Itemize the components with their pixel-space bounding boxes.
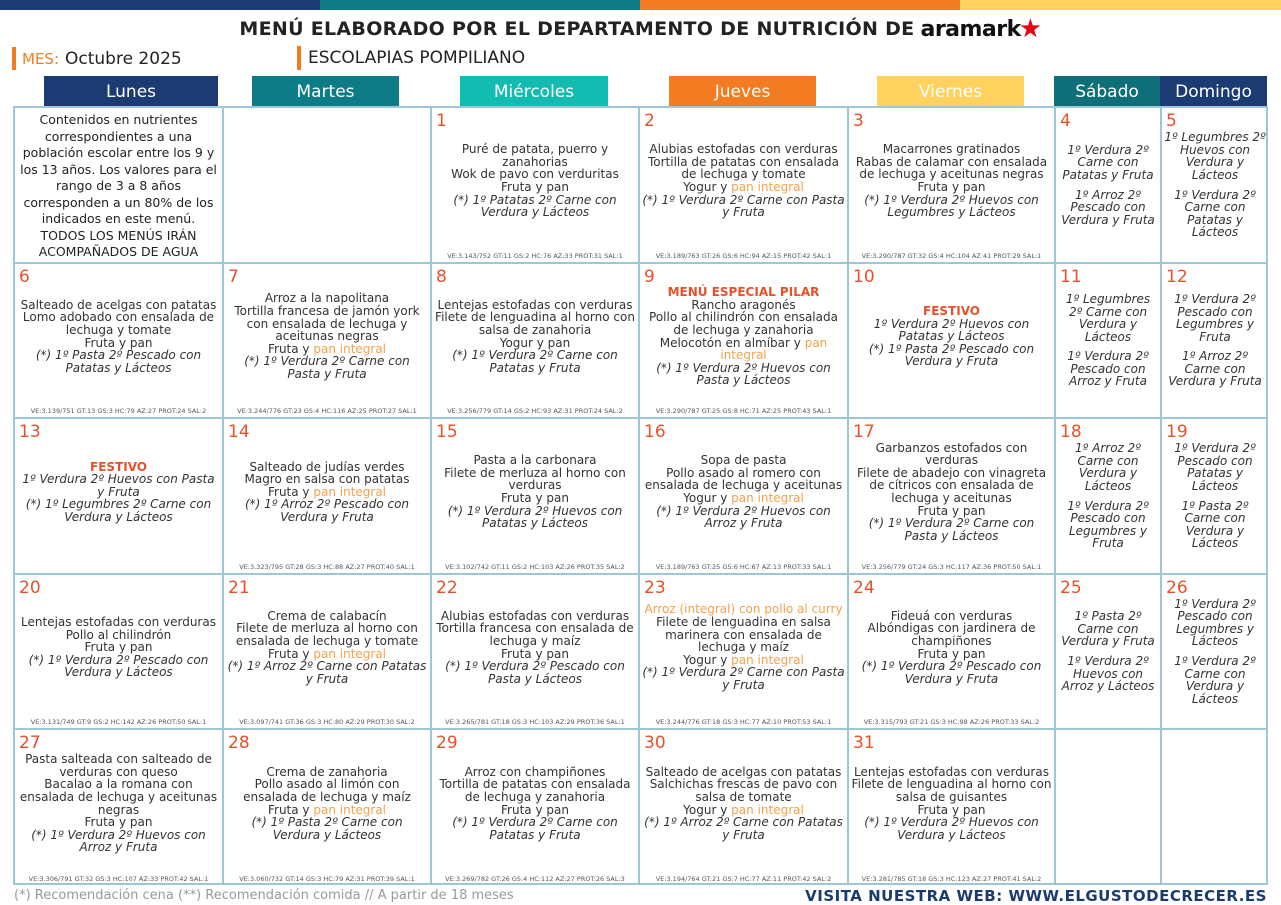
second-course: Salchichas frescas de pavo con salsa de tomate bbox=[649, 777, 838, 804]
day-number: 19 bbox=[1166, 422, 1188, 442]
day-number: 17 bbox=[853, 422, 875, 442]
month-field bbox=[12, 47, 284, 70]
day-number: 4 bbox=[1060, 111, 1071, 131]
dinner-recommendation: (*) 1º Verdura 2º Pescado con Verdura y Lácteos bbox=[28, 652, 209, 680]
dessert: Fruta y pan bbox=[84, 815, 153, 830]
first-course: Pasta a la carbonara bbox=[473, 453, 597, 468]
weekend-cell-11 bbox=[1056, 264, 1162, 419]
nutrition-info: VE:3.139/751 GT:13 GS:3 HC:79 AZ:27 PROT:24 SAL:2 bbox=[30, 407, 207, 415]
day-number: 20 bbox=[19, 578, 41, 598]
day-cell-14 bbox=[224, 419, 432, 575]
day-cell-10 bbox=[849, 264, 1056, 419]
website-link[interactable]: VISITA NUESTRA WEB: WWW.ELGUSTODECRECER.ES bbox=[805, 887, 1267, 905]
day-cell-6 bbox=[15, 264, 224, 419]
aramark-logo bbox=[920, 14, 1041, 44]
weekend-cell-4 bbox=[1056, 108, 1162, 264]
day-cell-16 bbox=[640, 419, 849, 575]
nutrition-info: VE:3.244/776 GT:23 GS:4 HC:116 AZ:25 PROT:27 SAL:1 bbox=[237, 407, 417, 415]
header-lunes: Lunes bbox=[44, 76, 218, 107]
day-number: 1 bbox=[436, 111, 447, 131]
day-number: 25 bbox=[1060, 578, 1082, 598]
dessert: Fruta y pan bbox=[917, 503, 986, 518]
day-number: 28 bbox=[228, 733, 250, 753]
dinner-recommendation: (*) 1º Verdura 2º Carne con Pasta y Fruta bbox=[244, 354, 410, 381]
dessert: Fruta y pan bbox=[501, 646, 569, 661]
day-cell-17 bbox=[849, 419, 1056, 575]
stripe-teal bbox=[320, 0, 640, 10]
day-cell-9 bbox=[640, 264, 849, 419]
top-color-stripe bbox=[0, 0, 1281, 10]
title-text: MENÚ ELABORADO POR EL DEPARTAMENTO DE NUTRICIÓN DE bbox=[239, 18, 915, 40]
day-cell-21 bbox=[224, 575, 432, 730]
dessert: Yogur y pan integral bbox=[683, 802, 804, 817]
first-course: Lentejas estofadas con verduras bbox=[437, 297, 633, 312]
nutrition-info: VE:3.256/779 GT:24 GS:3 HC:117 AZ:36 PROT:50 SAL:1 bbox=[861, 563, 1042, 571]
dessert: Fruta y pan bbox=[917, 180, 986, 194]
nutrition-info: VE:3.269/782 GT:26 GS:4 HC:112 AZ:27 PROT:26 SAL:3 bbox=[445, 875, 625, 883]
day-number: 16 bbox=[644, 422, 666, 442]
day-cell-29 bbox=[432, 730, 640, 885]
dessert: Fruta y pan bbox=[501, 802, 569, 817]
day-number: 10 bbox=[853, 267, 875, 287]
first-course: Crema de zanahoria bbox=[266, 764, 388, 779]
dessert: Fruta y pan bbox=[917, 802, 986, 817]
dessert: Yogur y pan integral bbox=[683, 652, 804, 667]
first-course: Rancho aragonés bbox=[691, 297, 796, 312]
header-viernes: Viernes bbox=[877, 76, 1024, 107]
day-number: 2 bbox=[644, 111, 655, 131]
day-cell-8 bbox=[432, 264, 640, 419]
dessert: Fruta y pan bbox=[501, 491, 569, 505]
empty-cell bbox=[1162, 730, 1268, 885]
lunch-recommendation: 1º Verdura 2º Huevos con Pasta y Fruta bbox=[22, 472, 215, 499]
dinner-recommendation: (*) 1º Pasta 2º Carne con Verdura y Lácteos bbox=[251, 815, 403, 842]
dinner-recommendation: (*) 1º Legumbres 2º Carne con Verdura y Lácteos bbox=[25, 497, 212, 524]
first-course: Lentejas estofadas con verduras bbox=[21, 615, 216, 630]
lunch-recommendation: 1º Verdura 2º Huevos con Patatas y Lácteos bbox=[873, 316, 1030, 344]
day-number: 12 bbox=[1166, 267, 1188, 287]
first-course: Salteado de judías verdes bbox=[249, 459, 405, 474]
dessert: Fruta y pan integral bbox=[267, 484, 387, 499]
second-course: Filete de merluza al horno con ensalada de lechuga y tomate bbox=[235, 621, 419, 648]
dinner-option: 1º Verdura 2º Carne con Patatas y Lácteos bbox=[1174, 187, 1256, 240]
first-course: Lentejas estofadas con verduras bbox=[854, 764, 1049, 779]
stripe-orange bbox=[640, 0, 960, 10]
day-cell-20 bbox=[15, 575, 224, 730]
nutrition-info: VE:3.097/741 GT:36 GS:3 HC:80 AZ:29 PROT:30 SAL:2 bbox=[239, 718, 415, 726]
dessert: Yogur y pan bbox=[499, 335, 571, 350]
dessert: Fruta y pan bbox=[84, 640, 153, 655]
holiday-label: FESTIVO bbox=[90, 459, 147, 474]
day-number: 23 bbox=[644, 578, 666, 598]
second-course: Lomo adobado con ensalada de lechuga y tomate bbox=[22, 310, 215, 337]
nutrition-info: VE:3.265/781 GT:18 GS:3 HC:103 AZ:29 PROT:36 SAL:1 bbox=[445, 718, 625, 726]
first-course: Puré de patata, puerro y zanahorias bbox=[461, 142, 609, 169]
dinner-recommendation: (*) 1º Verdura 2º Pescado con Verdura y Fruta bbox=[861, 659, 1042, 686]
first-course: Arroz (integral) con pollo al curry bbox=[644, 602, 843, 617]
day-cell-1 bbox=[432, 108, 640, 264]
dessert: Fruta y pan bbox=[917, 646, 986, 661]
dinner-option: 1º Verdura 2º Huevos con Arroz y Lácteos bbox=[1061, 654, 1155, 694]
lunch-option: 1º Legumbres 2º Huevos con Verdura y Lácteos bbox=[1164, 130, 1266, 182]
dinner-recommendation: (*) 1º Verdura 2º Huevos con Patatas y Lácteos bbox=[447, 503, 623, 531]
second-course: Filete de lenguadina en salsa marinera con ensalada de lechuga y maíz bbox=[656, 615, 831, 655]
dinner-recommendation: (*) 1º Arroz 2º Carne con Patatas y Fruta bbox=[644, 815, 843, 842]
dinner-recommendation: (*) 1º Verdura 2º Pescado con Pasta y Lácteos bbox=[445, 659, 625, 686]
nutrition-info: VE:3.131/749 GT:9 GS:2 HC:142 AZ:26 PROT:50 SAL:1 bbox=[30, 718, 207, 726]
stripe-navy bbox=[0, 0, 320, 10]
second-course: Pollo al chilindrón con ensalada de lechuga y zanahoria bbox=[649, 310, 838, 337]
logo-star-icon: ★ bbox=[1018, 14, 1042, 44]
dinner-recommendation: (*) 1º Patatas 2º Carne con Verdura y Lácteos bbox=[453, 192, 617, 220]
dinner-recommendation: (*) 1º Verdura 2º Carne con Patatas y Fruta bbox=[452, 815, 618, 842]
weekend-cell-12 bbox=[1162, 264, 1268, 419]
lunch-option: 1º Verdura 2º Pescado con Patatas y Lácteos bbox=[1174, 441, 1256, 493]
lunch-option: 1º Verdura 2º Carne con Patatas y Fruta bbox=[1062, 142, 1154, 182]
dinner-option: 1º Verdura 2º Carne con Verdura y Lácteos bbox=[1174, 654, 1256, 706]
dinner-recommendation: (*) 1º Pasta 2º Pescado con Patatas y Lácteos bbox=[35, 348, 202, 375]
second-course: Tortilla de patatas con ensalada de lechuga y tomate bbox=[647, 154, 840, 182]
first-course: Fideuá con verduras bbox=[890, 608, 1013, 623]
first-course: Crema de calabacín bbox=[267, 608, 387, 623]
day-cell-31 bbox=[849, 730, 1056, 885]
dinner-recommendation: (*) 1º Verdura 2º Huevos con Arroz y Fruta bbox=[31, 827, 206, 855]
dessert: Melocotón en almíbar y pan integral bbox=[659, 335, 828, 363]
nutrition-info: VE:3.189/763 GT:26 GS:6 HC:94 AZ:15 PROT:42 SAL:1 bbox=[655, 252, 832, 260]
dinner-recommendation: (*) 1º Verdura 2º Huevos con Pasta y Lácteos bbox=[656, 360, 831, 388]
day-cell-27 bbox=[15, 730, 224, 885]
month-value: Octubre 2025 bbox=[65, 48, 182, 69]
day-cell-28 bbox=[224, 730, 432, 885]
day-cell-15 bbox=[432, 419, 640, 575]
logo-text: aramark bbox=[920, 16, 1021, 42]
first-course: Arroz con champiñones bbox=[464, 764, 606, 779]
weekend-cell-18 bbox=[1056, 419, 1162, 575]
weekend-cell-25 bbox=[1056, 575, 1162, 730]
dinner-option: 1º Verdura 2º Pescado con Arroz y Fruta bbox=[1067, 349, 1149, 389]
empty-cell bbox=[224, 108, 432, 264]
intro-agua: TODOS LOS MENÚS IRÁN ACOMPAÑADOS DE AGUA bbox=[38, 227, 199, 259]
dessert: Fruta y pan integral bbox=[267, 646, 387, 661]
lunch-option: 1º Pasta 2º Carne con Verdura y Fruta bbox=[1061, 609, 1155, 649]
first-course: Sopa de pasta bbox=[700, 453, 787, 468]
day-number: 14 bbox=[228, 422, 250, 442]
month-label: MES: bbox=[22, 49, 59, 68]
day-number: 22 bbox=[436, 578, 458, 598]
nutrition-info: VE:3.189/763 GT:25 GS:6 HC:67 AZ:13 PROT:33 SAL:1 bbox=[655, 563, 832, 571]
day-cell-30 bbox=[640, 730, 849, 885]
dinner-recommendation: (*) 1º Verdura 2º Carne con Pasta y Lácteos bbox=[868, 516, 1035, 543]
weekend-cell-19 bbox=[1162, 419, 1268, 575]
nutrition-info: VE:3.244/776 GT:18 GS:3 HC:77 AZ:10 PROT:53 SAL:1 bbox=[655, 718, 832, 726]
dessert: Fruta y pan integral bbox=[267, 802, 387, 817]
second-course: Pollo asado al limón con ensalada de lechuga y maíz bbox=[243, 777, 411, 804]
lunch-option: 1º Legumbres 2º Carne con Verdura y Lácteos bbox=[1065, 291, 1151, 344]
nutrition-info: VE:3.315/793 GT:21 GS:3 HC:98 AZ:26 PROT:33 SAL:2 bbox=[863, 718, 1040, 726]
second-course: Filete de lenguadina al horno con salsa de guisantes bbox=[851, 777, 1052, 804]
first-course: Arroz a la napolitana bbox=[264, 291, 390, 306]
nutrition-info: VE:3.256/779 GT:14 GS:2 HC:93 AZ:31 PROT:24 SAL:2 bbox=[447, 407, 623, 415]
dessert: Fruta y pan integral bbox=[267, 341, 387, 356]
day-number: 13 bbox=[19, 422, 41, 442]
special-menu-label: MENÚ ESPECIAL PILAR bbox=[667, 285, 820, 300]
dinner-recommendation: (*) 1º Verdura 2º Huevos con Arroz y Fruta bbox=[656, 503, 831, 531]
day-number: 24 bbox=[853, 578, 875, 598]
dinner-recommendation: (*) 1º Verdura 2º Huevos con Verdura y Lácteos bbox=[864, 815, 1039, 842]
nutrition-info: VE:3.306/791 GT:32 GS:3 HC:107 AZ:33 PROT:42 SAL:1 bbox=[28, 875, 209, 883]
second-course: Filete de lenguadina al horno con salsa de zanahoria bbox=[435, 310, 635, 337]
header-sabado: Sábado bbox=[1054, 76, 1160, 107]
second-course: Rabas de calamar con ensalada de lechuga y aceitunas negras bbox=[855, 154, 1048, 182]
day-number: 6 bbox=[19, 267, 30, 287]
day-number: 26 bbox=[1166, 578, 1188, 598]
day-cell-3 bbox=[849, 108, 1056, 264]
nutrition-info: VE:3.290/787 GT:32 GS:4 HC:104 AZ:41 PROT:29 SAL:1 bbox=[861, 252, 1042, 260]
day-cell-7 bbox=[224, 264, 432, 419]
second-course: Pollo al chilindrón bbox=[65, 627, 172, 642]
day-cell-22 bbox=[432, 575, 640, 730]
day-number: 15 bbox=[436, 422, 458, 442]
dinner-recommendation: (*) 1º Arroz 2º Pescado con Verdura y Fruta bbox=[244, 497, 410, 524]
dessert: Fruta y pan bbox=[84, 335, 153, 350]
dessert: Yogur y pan integral bbox=[683, 491, 804, 505]
first-course: Garbanzos estofados con verduras bbox=[875, 440, 1028, 468]
intro-text: Contenidos en nutrientes correspondientes a una población escolar entre los 9 y los 13 años. Los valores para el rango de 3 a 8 años corresponden a un 80% de los indicados en este menú. bbox=[20, 112, 217, 226]
day-number: 18 bbox=[1060, 422, 1082, 442]
dinner-recommendation: (*) 1º Verdura 2º Carne con Pasta y Fruta bbox=[642, 665, 845, 692]
second-course: Magro en salsa con patatas bbox=[244, 472, 410, 487]
weekend-cell-26 bbox=[1162, 575, 1268, 730]
dinner-recommendation: (*) 1º Pasta 2º Pescado con Verdura y Fruta bbox=[868, 341, 1035, 369]
dessert: Fruta y pan bbox=[501, 180, 569, 194]
second-course: Tortilla francesa de jamón york con ensalada de lechuga y aceitunas negras bbox=[234, 304, 420, 344]
nutrition-info: VE:3.143/752 GT:11 GS:2 HC:76 AZ:33 PROT:31 SAL:1 bbox=[447, 252, 623, 260]
dinner-recommendation: (*) 1º Arroz 2º Carne con Patatas y Fruta bbox=[227, 659, 427, 686]
day-number: 21 bbox=[228, 578, 250, 598]
nutrition-info: VE:3.060/732 GT:14 GS:3 HC:79 AZ:31 PROT:39 SAL:1 bbox=[239, 875, 415, 883]
header-domingo: Domingo bbox=[1160, 76, 1267, 107]
day-number: 27 bbox=[19, 733, 41, 753]
menu-calendar bbox=[13, 106, 1268, 885]
header-martes: Martes bbox=[252, 76, 399, 107]
second-course: Wok de pavo con verduritas bbox=[451, 167, 619, 182]
first-course: Macarrones gratinados bbox=[882, 142, 1021, 157]
day-cell-23 bbox=[640, 575, 849, 730]
lunch-option: 1º Arroz 2º Carne con Verdura y Lácteos bbox=[1075, 441, 1141, 493]
day-cell-13 bbox=[15, 419, 224, 575]
dinner-option: 1º Arroz 2º Carne con Verdura y Fruta bbox=[1168, 349, 1262, 389]
nutrition-info: VE:3.323/795 GT:28 GS:3 HC:88 AZ:27 PROT:40 SAL:1 bbox=[239, 563, 415, 571]
lunch-option: 1º Verdura 2º Pescado con Legumbres y Lácteos bbox=[1174, 596, 1256, 649]
second-course: Albóndigas con jardinera de champiñones bbox=[867, 621, 1036, 648]
day-number: 11 bbox=[1060, 267, 1082, 287]
nutrition-info: VE:3.290/787 GT:25 GS:8 HC:71 AZ:25 PROT:43 SAL:1 bbox=[655, 407, 832, 415]
day-number: 5 bbox=[1166, 111, 1177, 131]
nutrition-info: VE:3.102/742 GT:11 GS:2 HC:103 AZ:26 PROT:35 SAL:2 bbox=[445, 563, 625, 571]
day-number: 30 bbox=[644, 733, 666, 753]
nutrition-info: VE:3.194/764 GT:21 GS:7 HC:77 AZ:11 PROT:42 SAL:2 bbox=[655, 875, 832, 883]
empty-cell bbox=[1056, 730, 1162, 885]
header-miercoles: Miércoles bbox=[460, 76, 608, 107]
stripe-yellow bbox=[960, 0, 1281, 10]
day-number: 7 bbox=[228, 267, 239, 287]
first-course: Pasta salteada con salteado de verduras con queso bbox=[25, 752, 212, 779]
header-jueves: Jueves bbox=[669, 76, 816, 107]
day-number: 29 bbox=[436, 733, 458, 753]
dinner-option: 1º Verdura 2º Pescado con Legumbres y Fruta bbox=[1067, 498, 1149, 551]
dessert: Yogur y pan integral bbox=[683, 180, 804, 194]
day-number: 9 bbox=[644, 267, 655, 287]
day-cell-24 bbox=[849, 575, 1056, 730]
second-course: Filete de merluza al horno con verduras bbox=[444, 465, 626, 493]
dinner-option: 1º Arroz 2º Pescado con Verdura y Fruta bbox=[1061, 187, 1155, 227]
dinner-recommendation: (*) 1º Verdura 2º Carne con Pasta y Fruta bbox=[642, 192, 845, 220]
lunch-option: 1º Verdura 2º Pescado con Legumbres y Fruta bbox=[1174, 291, 1256, 344]
dinner-option: 1º Pasta 2º Carne con Verdura y Lácteos bbox=[1181, 498, 1249, 551]
intro-cell bbox=[15, 108, 224, 264]
day-cell-2 bbox=[640, 108, 849, 264]
second-course: Tortilla francesa con ensalada de lechuga y maíz bbox=[436, 621, 634, 648]
footnote: (*) Recomendación cena (**) Recomendación comida // A partir de 18 meses bbox=[14, 888, 514, 903]
first-course: Alubias estofadas con verduras bbox=[649, 142, 838, 157]
nutrition-info: VE:3.281/785 GT:18 GS:3 HC:123 AZ:27 PROT:41 SAL:2 bbox=[861, 875, 1042, 883]
first-course: Salteado de acelgas con patatas bbox=[20, 297, 217, 312]
weekend-cell-5 bbox=[1162, 108, 1268, 264]
first-course: Alubias estofadas con verduras bbox=[440, 608, 630, 623]
school-name: ESCOLAPIAS POMPILIANO bbox=[297, 46, 1267, 70]
second-course: Tortilla de patatas con ensalada de lechuga y zanahoria bbox=[439, 777, 631, 804]
page-title bbox=[0, 14, 1281, 44]
holiday-label: FESTIVO bbox=[923, 304, 980, 319]
second-course: Filete de abadejo con vinagreta de cítricos con ensalada de lechuga y aceitunas bbox=[856, 465, 1047, 505]
first-course: Salteado de acelgas con patatas bbox=[645, 764, 842, 779]
day-number: 3 bbox=[853, 111, 864, 131]
day-number: 8 bbox=[436, 267, 447, 287]
second-course: Pollo asado al romero con ensalada de lechuga y aceitunas bbox=[644, 465, 843, 493]
day-number: 31 bbox=[853, 733, 875, 753]
dinner-recommendation: (*) 1º Verdura 2º Huevos con Legumbres y Lácteos bbox=[864, 192, 1039, 220]
dinner-recommendation: (*) 1º Verdura 2º Carne con Patatas y Fruta bbox=[452, 348, 618, 375]
second-course: Bacalao a la romana con ensalada de lechuga y aceitunas negras bbox=[19, 777, 218, 817]
